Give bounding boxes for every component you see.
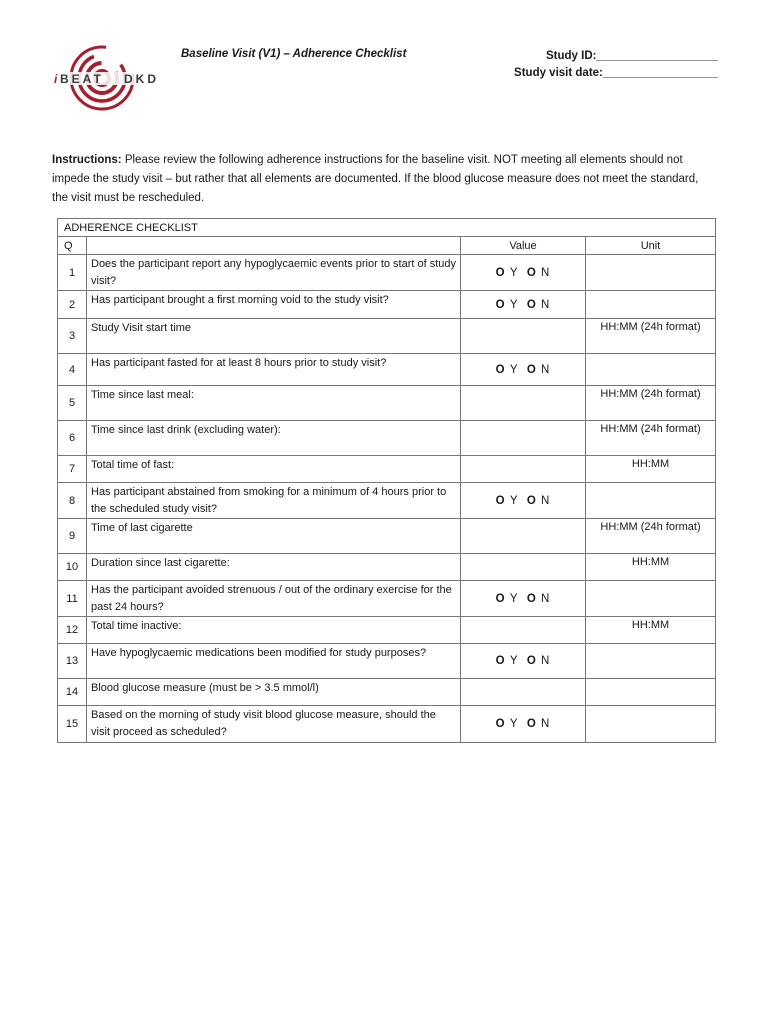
question-number: 6 xyxy=(58,421,87,456)
ibeat-dkd-logo xyxy=(50,42,168,114)
no-radio-icon[interactable]: O xyxy=(526,718,537,730)
question-text: Has the participant avoided strenuous / out of the ordinary exercise for the past 24 hours? xyxy=(87,581,461,617)
question-text: Time since last meal: xyxy=(87,386,461,421)
value-cell[interactable] xyxy=(461,386,586,421)
value-cell[interactable] xyxy=(461,554,586,581)
question-number: 7 xyxy=(58,456,87,483)
logo-prefix: i xyxy=(54,72,58,86)
yes-radio-icon[interactable]: O xyxy=(495,655,506,667)
question-number: 9 xyxy=(58,519,87,554)
value-cell[interactable] xyxy=(461,581,586,617)
column-header-q: Q xyxy=(58,237,87,255)
no-radio-icon[interactable]: O xyxy=(526,655,537,667)
question-number: 10 xyxy=(58,554,87,581)
no-label: N xyxy=(541,298,551,311)
yes-radio-icon[interactable]: O xyxy=(495,266,506,279)
question-number: 4 xyxy=(58,354,87,386)
table-row xyxy=(58,554,716,581)
unit-cell xyxy=(586,644,716,679)
no-radio-icon[interactable]: O xyxy=(526,592,537,605)
value-cell[interactable] xyxy=(461,483,586,519)
table-row xyxy=(58,644,716,679)
study-meta xyxy=(514,48,718,82)
yes-radio-icon[interactable]: O xyxy=(495,718,506,730)
no-radio-icon[interactable]: O xyxy=(526,298,537,311)
yes-radio-icon[interactable]: O xyxy=(495,494,506,507)
value-cell[interactable] xyxy=(461,456,586,483)
table-row xyxy=(58,421,716,456)
unit-cell: HH:MM xyxy=(586,456,716,483)
table-row xyxy=(58,319,716,354)
value-cell[interactable] xyxy=(461,255,586,291)
question-text: Blood glucose measure (must be > 3.5 mmol/l) xyxy=(87,679,461,706)
value-cell[interactable] xyxy=(461,679,586,706)
value-cell[interactable] xyxy=(461,291,586,319)
unit-cell xyxy=(586,679,716,706)
unit-cell xyxy=(586,255,716,291)
question-text: Study Visit start time xyxy=(87,319,461,354)
yes-label: Y xyxy=(509,494,519,507)
unit-cell xyxy=(586,706,716,743)
unit-cell xyxy=(586,291,716,319)
question-text: Does the participant report any hypoglycaemic events prior to start of study visit? xyxy=(87,255,461,291)
unit-cell xyxy=(586,354,716,386)
no-label: N xyxy=(541,363,551,376)
yes-radio-icon[interactable]: O xyxy=(495,363,506,376)
table-row xyxy=(58,706,716,743)
value-cell[interactable] xyxy=(461,354,586,386)
value-cell[interactable] xyxy=(461,644,586,679)
unit-cell xyxy=(586,581,716,617)
question-text: Based on the morning of study visit blood glucose measure, should the visit proceed as scheduled? xyxy=(87,706,461,743)
question-text: Has participant fasted for at least 8 hours prior to study visit? xyxy=(87,354,461,386)
instructions xyxy=(52,151,717,208)
question-number: 12 xyxy=(58,617,87,644)
value-cell[interactable] xyxy=(461,421,586,456)
no-label: N xyxy=(541,718,551,730)
yes-no-options[interactable] xyxy=(496,593,551,605)
no-radio-icon[interactable]: O xyxy=(526,494,537,507)
yes-label: Y xyxy=(509,655,519,667)
table-row xyxy=(58,386,716,421)
unit-cell: HH:MM (24h format) xyxy=(586,386,716,421)
column-header-unit: Unit xyxy=(586,237,716,255)
unit-cell: HH:MM (24h format) xyxy=(586,519,716,554)
table-row xyxy=(58,354,716,386)
question-text: Time of last cigarette xyxy=(87,519,461,554)
no-radio-icon[interactable]: O xyxy=(526,363,537,376)
yes-label: Y xyxy=(509,363,519,376)
yes-label: Y xyxy=(509,266,519,279)
yes-no-options[interactable] xyxy=(496,655,551,667)
instructions-label: Instructions: xyxy=(52,154,122,166)
table-row xyxy=(58,255,716,291)
yes-no-options[interactable] xyxy=(496,299,551,311)
value-cell[interactable] xyxy=(461,617,586,644)
table-row xyxy=(58,519,716,554)
instructions-text: Please review the following adherence instructions for the baseline visit. NOT meeting all elements should not impede the study visit – but rather that all elements are documented. If the blood glucose measure does not meet the standard, the visit must be rescheduled. xyxy=(52,154,699,204)
unit-cell xyxy=(586,483,716,519)
no-label: N xyxy=(541,494,551,507)
no-label: N xyxy=(541,655,551,667)
table-row xyxy=(58,456,716,483)
study-visit-date-field[interactable]: Study visit date:__________________ xyxy=(514,67,718,79)
value-cell[interactable] xyxy=(461,319,586,354)
question-text: Has participant brought a first morning void to the study visit? xyxy=(87,291,461,319)
yes-label: Y xyxy=(509,718,519,730)
yes-label: Y xyxy=(509,298,519,311)
table-row xyxy=(58,291,716,319)
question-number: 8 xyxy=(58,483,87,519)
value-cell[interactable] xyxy=(461,519,586,554)
table-title: ADHERENCE CHECKLIST xyxy=(58,219,716,237)
yes-radio-icon[interactable]: O xyxy=(495,592,506,605)
adherence-checklist-table xyxy=(57,218,716,743)
question-text: Total time of fast: xyxy=(87,456,461,483)
question-number: 5 xyxy=(58,386,87,421)
logo-text-left: BEAT xyxy=(60,72,104,86)
column-header-value: Value xyxy=(461,237,586,255)
yes-no-options[interactable] xyxy=(496,718,551,730)
value-cell[interactable] xyxy=(461,706,586,743)
yes-radio-icon[interactable]: O xyxy=(495,298,506,311)
yes-no-options[interactable] xyxy=(496,267,551,279)
question-text: Has participant abstained from smoking for a minimum of 4 hours prior to the scheduled study visit? xyxy=(87,483,461,519)
table-row xyxy=(58,679,716,706)
question-number: 13 xyxy=(58,644,87,679)
logo-text-right: DKD xyxy=(124,72,159,86)
question-text: Duration since last cigarette: xyxy=(87,554,461,581)
unit-cell: HH:MM (24h format) xyxy=(586,319,716,354)
table-row xyxy=(58,617,716,644)
question-text: Have hypoglycaemic medications been modified for study purposes? xyxy=(87,644,461,679)
yes-label: Y xyxy=(509,592,519,605)
no-radio-icon[interactable]: O xyxy=(526,266,537,279)
unit-cell: HH:MM (24h format) xyxy=(586,421,716,456)
column-header-question xyxy=(87,237,461,255)
unit-cell: HH:MM xyxy=(586,554,716,581)
question-number: 11 xyxy=(58,581,87,617)
question-text: Time since last drink (excluding water): xyxy=(87,421,461,456)
no-label: N xyxy=(541,592,551,605)
question-number: 14 xyxy=(58,679,87,706)
document-title: Baseline Visit (V1) – Adherence Checklist xyxy=(181,48,407,60)
study-id-field[interactable]: Study ID:___________________ xyxy=(546,50,718,62)
yes-no-options[interactable] xyxy=(496,364,551,376)
table-row xyxy=(58,483,716,519)
question-text: Total time inactive: xyxy=(87,617,461,644)
question-number: 1 xyxy=(58,255,87,291)
unit-cell: HH:MM xyxy=(586,617,716,644)
yes-no-options[interactable] xyxy=(496,495,551,507)
table-row xyxy=(58,581,716,617)
no-label: N xyxy=(541,266,551,279)
question-number: 2 xyxy=(58,291,87,319)
question-number: 3 xyxy=(58,319,87,354)
question-number: 15 xyxy=(58,706,87,743)
